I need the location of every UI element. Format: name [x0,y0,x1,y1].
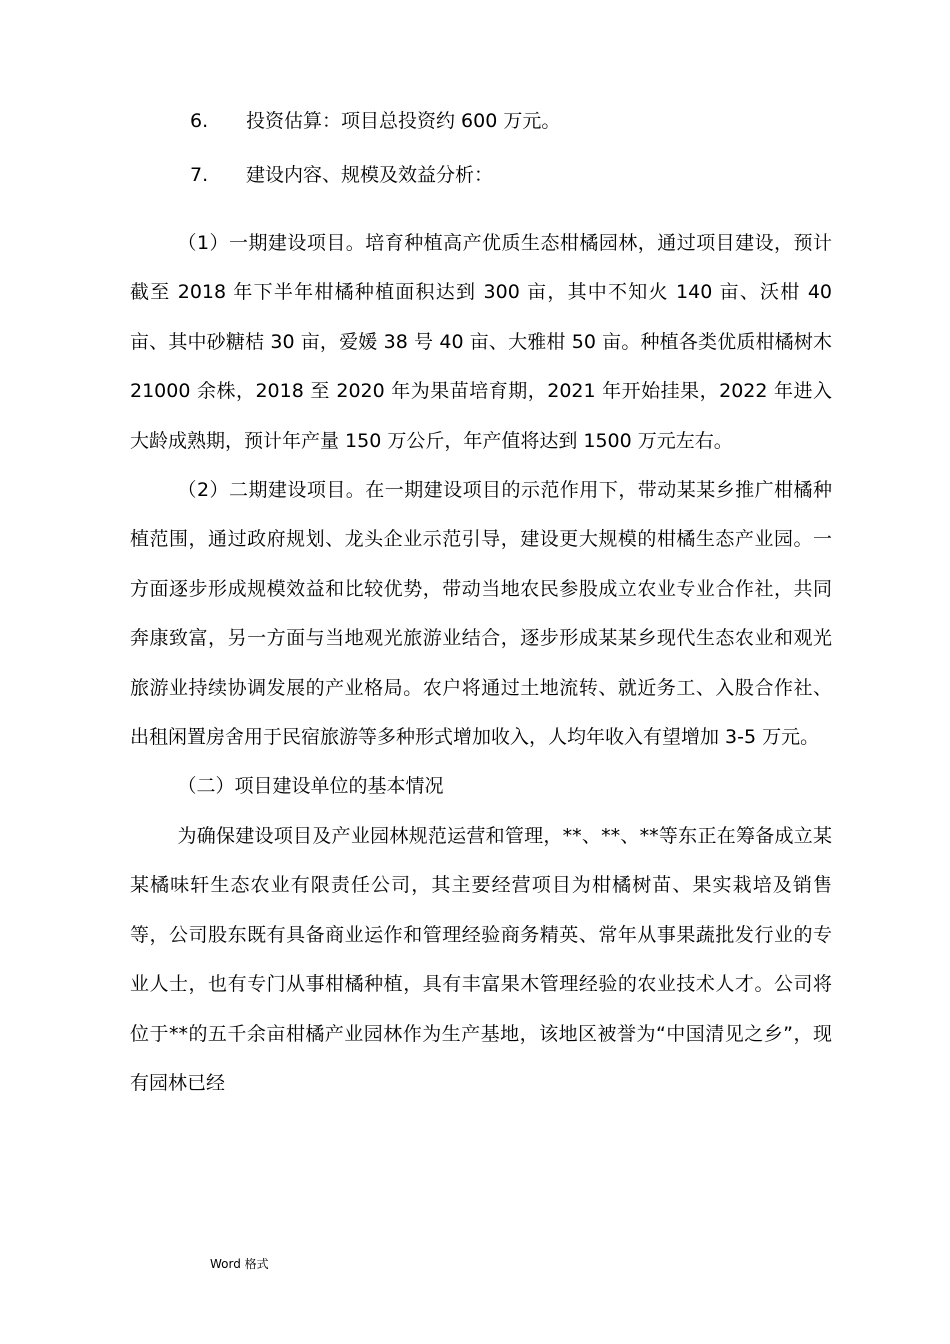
item-number: 7. [190,164,209,186]
section-heading: （二）项目建设单位的基本情况 [177,775,444,798]
paragraph-company-info: 为确保建设项目及产业园林规范运营和管理，**、**、**等东正在筹备成立某某橘味轩生态农业有限责任公司，其主要经营项目为柑橘树苗、果实栽培及销售等，公司股东既有具备商业运作和管理经验商务精英、常年从事果蔬批发行业的专业人士，也有专门从事柑橘种植，具有丰富果木管理经验的农业技术人才。公司将位于**的五千余亩柑橘产业园林作为生产基地，该地区被誉为“中国清见之乡”，现有园林已经 [130,824,832,1094]
item-text: 建设内容、规模及效益分析： [246,164,494,186]
numbered-item-7 [190,162,493,188]
paragraph-phase-two: （2）二期建设项目。在一期建设项目的示范作用下，带动某某乡推广柑橘种植范围，通过政府规划、龙头企业示范引导，建设更大规模的柑橘生态产业园。一方面逐步形成规模效益和比较优势，带动当地农民参股成立农业专业合作社，共同奔康致富，另一方面与当地观光旅游业结合，逐步形成某某乡现代生态农业和观光旅游业持续协调发展的产业格局。农户将通过土地流转、就近务工、入股合作社、出租闲置房舍用于民宿旅游等多种形式增加收入，人均年收入有望增加 3-5 万元。 [130,479,832,749]
numbered-item-6 [190,108,560,134]
item-number: 6. [190,110,209,132]
footer-label: Word 格式 [210,1257,269,1271]
paragraph-phase-one: （1）一期建设项目。培育种植高产优质生态柑橘园林，通过项目建设，预计截至 2018 年下半年柑橘种植面积达到 300 亩，其中不知火 140 亩、沃柑 40 亩、其中砂糖桔 30 亩，爱媛 38 号 40 亩、大雅柑 50 亩。种植各类优质柑橘树木 21000 余株，2018 至 2020 年为果苗培育期，2021 年开始挂果，2022 年进入大龄成熟期，预计年产量 150 万公斤，年产值将达到 1500 万元左右。 [130,232,832,452]
item-text: 投资估算：项目总投资约 600 万元。 [246,110,561,132]
body-text [130,219,832,1108]
